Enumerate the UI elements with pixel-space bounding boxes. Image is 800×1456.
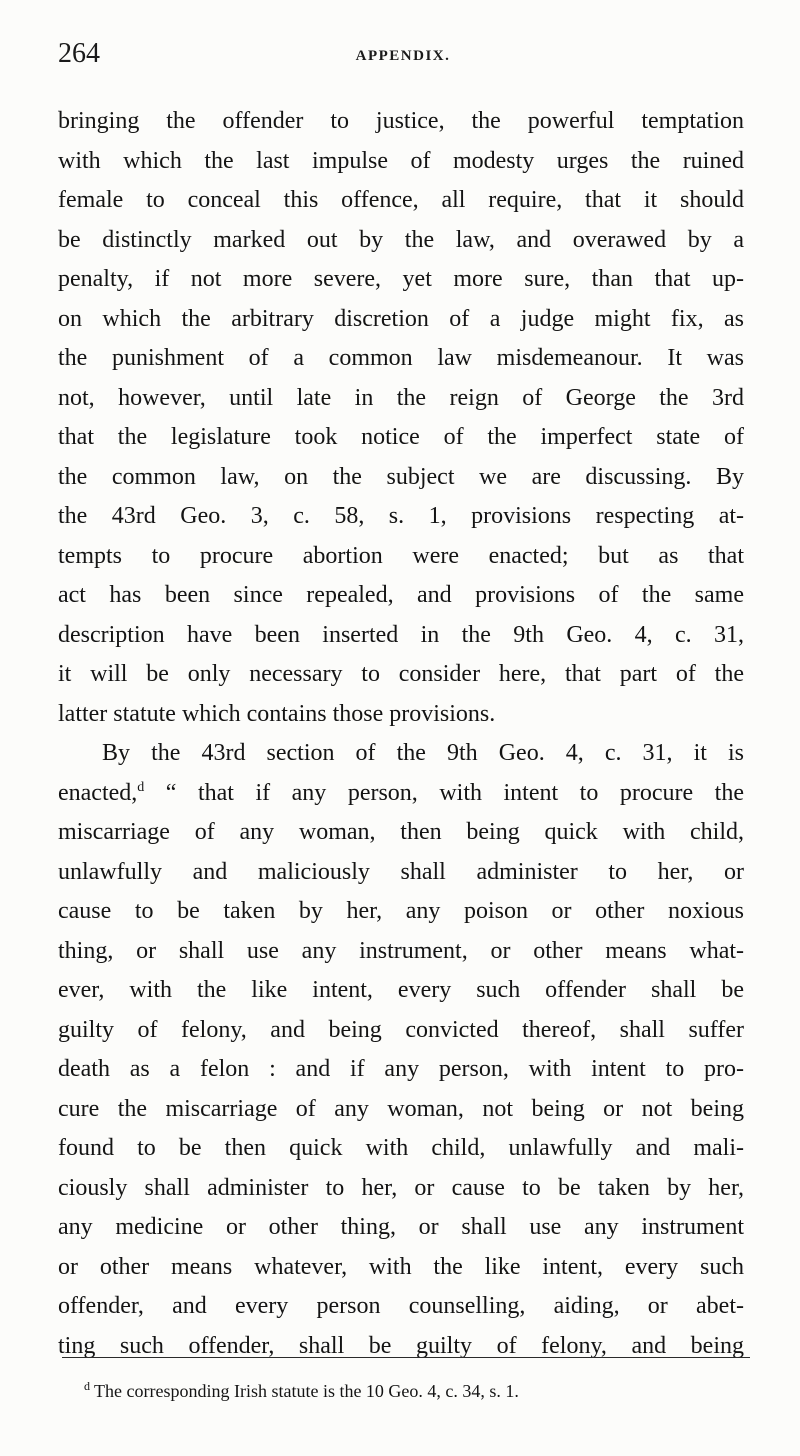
text-line: cure the miscarriage of any woman, not being or not being [58,1095,744,1122]
text-line: latter statute which contains those provisions. [58,700,496,727]
text-line: the common law, on the subject we are discussing. By [58,463,744,490]
text-line: ting such offender, shall be guilty of felony, and being [58,1332,744,1359]
text-line-with-footnote-ref [58,774,744,814]
running-head: APPENDIX. [355,48,451,64]
text-line: By the 43rd section of the 9th Geo. 4, c. 31, it is [102,740,744,766]
text-line: miscarriage of any woman, then being quick with child, [58,819,744,845]
text-line: cause to be taken by her, any poison or other noxious [58,898,744,924]
paragraph-2 [58,734,744,1366]
text-line: offender, and every person counselling, aiding, or abet- [58,1293,744,1319]
paragraph-1 [58,102,744,734]
text-line: guilty of felony, and being convicted thereof, shall suffer [58,1016,744,1043]
text-line: with which the last impulse of modesty urges the ruined [58,147,744,174]
page-number: 264 [58,38,100,69]
text-line: female to conceal this offence, all require, that it should [58,187,744,213]
text-line: not, however, until late in the reign of George the 3rd [58,384,744,411]
text-line: ever, with the like intent, every such offender shall be [58,977,744,1003]
footnote [84,1377,744,1405]
text-line: the 43rd Geo. 3, c. 58, s. 1, provisions respecting at- [58,503,744,529]
footnote-divider [62,1357,750,1358]
text-line: description have been inserted in the 9th Geo. 4, c. 31, [58,621,744,648]
text-line: or other means whatever, with the like intent, every such [58,1253,744,1280]
text-line: bringing the offender to justice, the powerful temptation [58,108,744,134]
footnote-mark: d [84,1379,90,1393]
text-line: thing, or shall use any instrument, or other means what- [58,937,744,964]
text-line: any medicine or other thing, or shall use any instrument [58,1214,744,1240]
page-header [58,38,748,78]
footnote-reference[interactable]: d [137,779,145,795]
text-line: be distinctly marked out by the law, and overawed by a [58,226,744,253]
text-fragment: enacted, [58,779,138,806]
text-line: on which the arbitrary discretion of a judge might fix, as [58,305,744,332]
text-line: found to be then quick with child, unlawfully and mali- [58,1135,744,1161]
text-line: ciously shall administer to her, or cause to be taken by her, [58,1174,744,1201]
footnote-text: The corresponding Irish statute is the 10 Geo. 4, c. 34, s. 1. [94,1381,519,1401]
text-line: the punishment of a common law misdemeanour. It was [58,345,744,371]
text-line: tempts to procure abortion were enacted; but as that [58,542,744,569]
text-line: that the legislature took notice of the imperfect state of [58,424,744,450]
text-line: it will be only necessary to consider here, that part of the [58,661,744,687]
text-line: death as a felon : and if any person, with intent to pro- [58,1056,744,1082]
text-fragment: “ that if any person, with intent to procure the [144,779,744,806]
body-text [58,102,744,1366]
text-line: act has been since repealed, and provisions of the same [58,582,744,608]
text-line: unlawfully and maliciously shall administer to her, or [58,858,744,885]
text-line: penalty, if not more severe, yet more sure, than that up- [58,266,744,292]
